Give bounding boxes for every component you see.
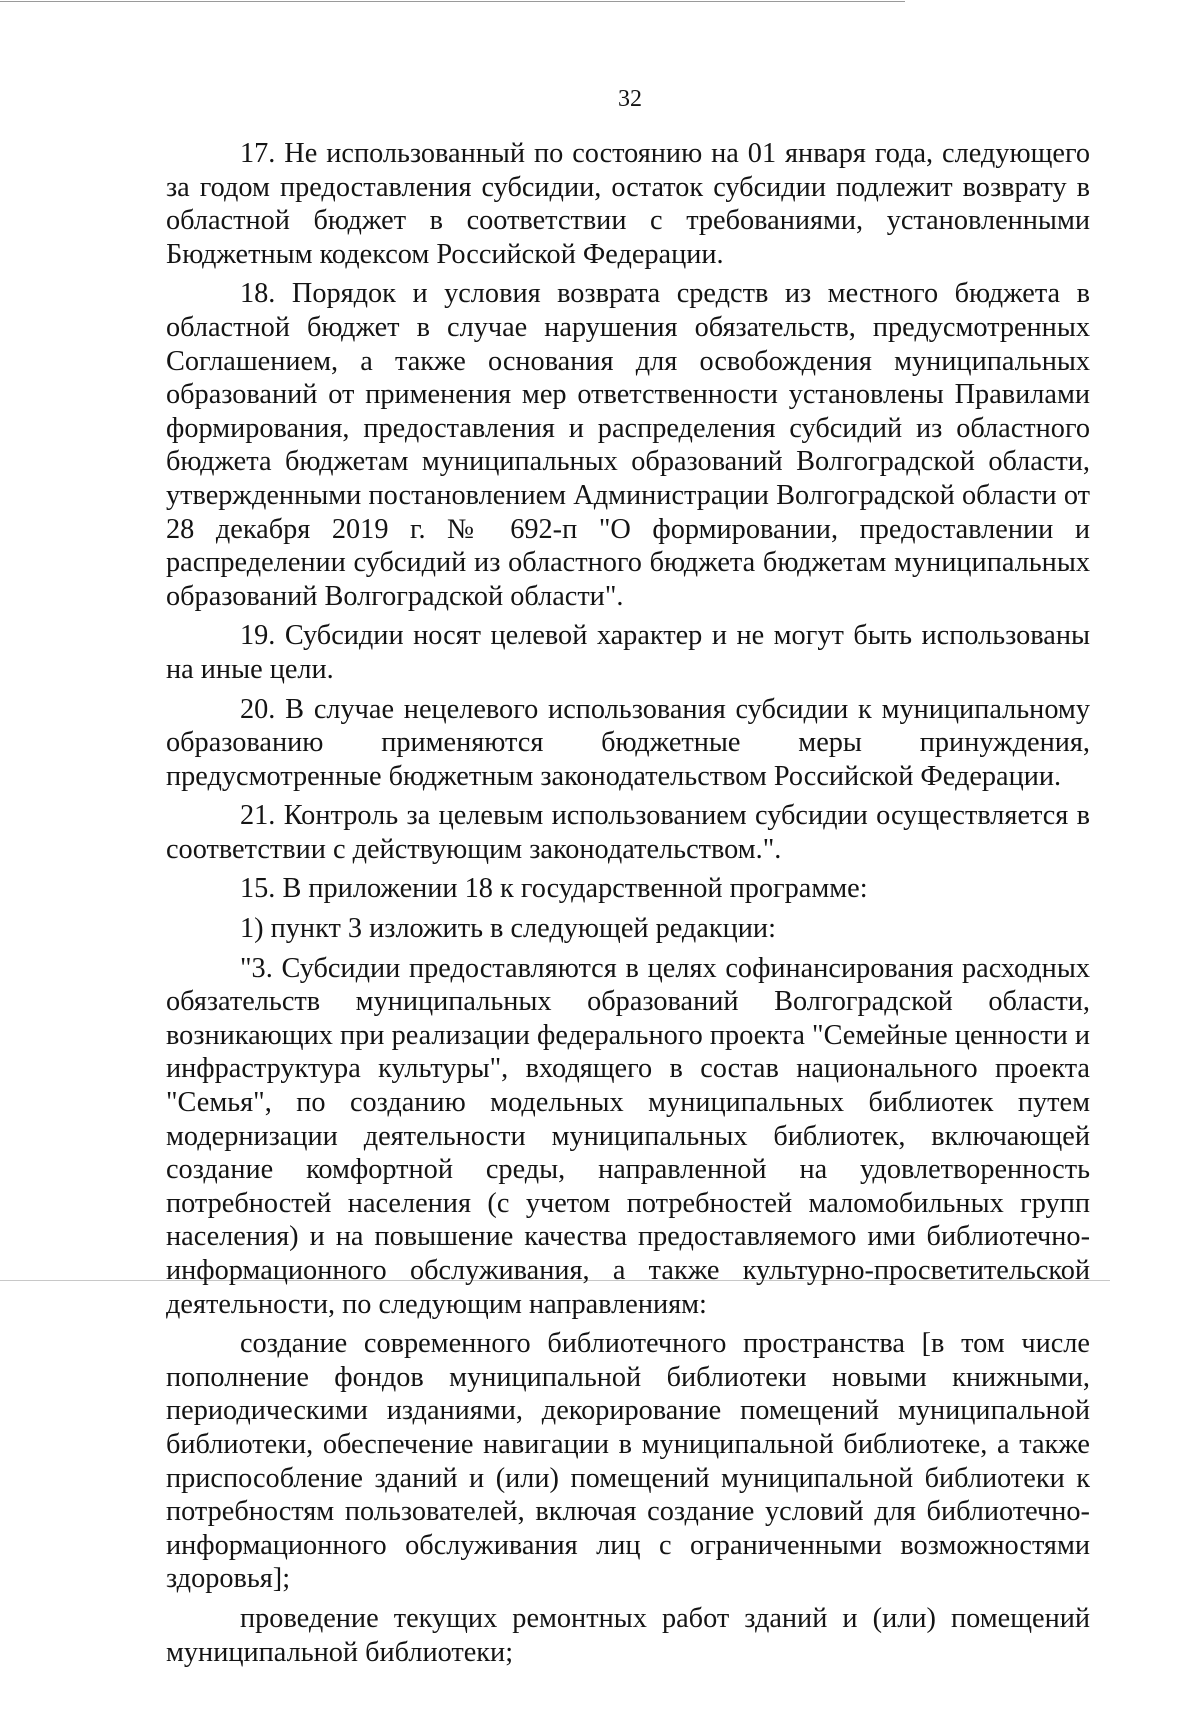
paragraph-new-item-3: "3. Субсидии предоставляются в целях софинансирования расходных обязательств муниципальных образований Волгоградской области, возникающих при реализации федерального проекта "Семейные ценности и инфраструктура культуры", входящего в состав национального проекта "Семья", по созданию модельных муниципальных библиотек путем модернизации деятельности муниципальных библиотек, включающей создание комфортной среды, направленной на удовлетворенность потребностей населения (с учетом потребностей маломобильных групп населения) и на повышение качества предоставляемого ими библиотечно-информационного обслуживания, а также культурно-просветительской деятельности, по следующим направлениям: <box>166 952 1090 1320</box>
paragraph-item-18: 18. Порядок и условия возврата средств из местного бюджета в областной бюджет в случае нарушения обязательств, предусмотренных Соглашением, а также основания для освобождения муниципальных образований от применения мер ответственности установлены Правилами формирования, предоставления и распределения субсидий из областного бюджета бюджетам муниципальных образований Волгоградской области, утвержденными постановлением Администрации Волгоградской области от 28 декабря 2019 г. № 692-п "О формировании, предоставлении и распределении субсидий из областного бюджета бюджетам муниципальных образований Волгоградской области". <box>166 278 1090 612</box>
paragraph-item-19: 19. Субсидии носят целевой характер и не могут быть использованы на иные цели. <box>166 620 1090 685</box>
paragraph-item-21: 21. Контроль за целевым использованием субсидии осуществляется в соответствии с действующим законодательством.". <box>166 800 1090 865</box>
page-number: 32 <box>618 86 642 112</box>
paragraph-item-20: 20. В случае нецелевого использования субсидии к муниципальному образованию применяются бюджетные меры принуждения, предусмотренные бюджетным законодательством Российской Федерации. <box>166 693 1090 792</box>
paragraph-direction-repairs: проведение текущих ремонтных работ зданий и (или) помещений муниципальной библиотеки; <box>166 1602 1090 1668</box>
paragraph-amendment-15: 15. В приложении 18 к государственной программе: <box>240 873 868 905</box>
paragraph-direction-library-space: создание современного библиотечного пространства [в том числе пополнение фондов муниципальной библиотеки новыми книжными, периодическими изданиями, декорирование помещений муниципальной библиотеки, обеспечение навигации в муниципальной библиотеке, а также приспособление зданий и (или) помещений муниципальной библиотеки к потребностям пользователей, включая создание условий для библиотечно-информационного обслуживания лиц с ограниченными возможностями здоровья]; <box>166 1328 1090 1595</box>
scan-edge-top <box>0 1 905 2</box>
document-body <box>166 137 1090 1669</box>
paragraph-item-17: 17. Не использованный по состоянию на 01 января года, следующего за годом предоставления субсидии, остаток субсидии подлежит возврату в областной бюджет в соответствии с требованиями, установленными Бюджетным кодексом Российской Федерации. <box>166 138 1090 270</box>
paragraph-subitem-1: 1) пункт 3 изложить в следующей редакции: <box>240 913 776 945</box>
